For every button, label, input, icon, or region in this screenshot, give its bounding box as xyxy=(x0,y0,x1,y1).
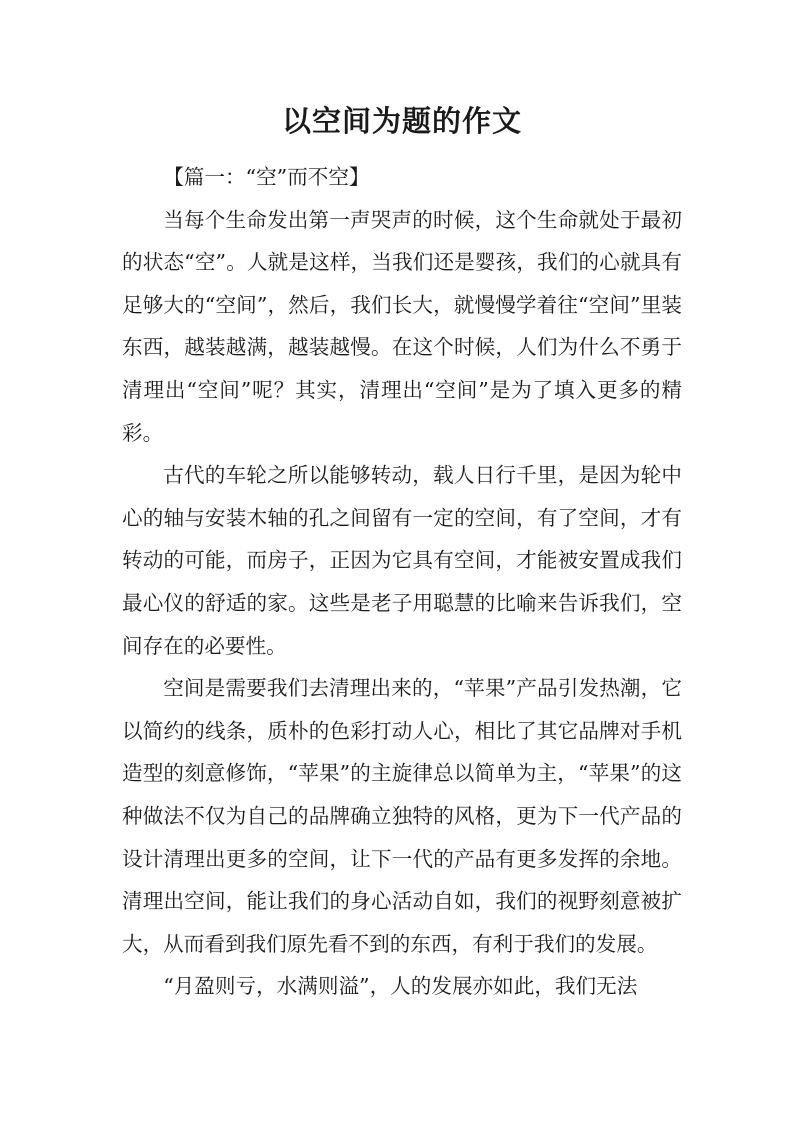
section-heading: 【篇一：“空”而不空】 xyxy=(163,165,370,189)
paragraph-4: “月盈则亏，水满则溢”，人的发展亦如此，我们无法 xyxy=(163,974,638,999)
paragraph-1: 当每个生命发出第一声哭声的时候，这个生命就处于最初的状态“空”。人就是这样，当我们还是婴孩，我们的心就具有足够大的“空间”，然后，我们长大，就慢慢学着往“空间”里装东西，越装越满，越装越慢。在这个时候，人们为什么不勇于清理出“空间”呢？其实，清理出“空间”是为了填入更多的精彩。 xyxy=(122,207,682,445)
document-page xyxy=(122,92,682,1008)
paragraph-3: 空间是需要我们去清理出来的，“苹果”产品引发热潮，它以简约的线条，质朴的色彩打动人心，相比了其它品牌对手机造型的刻意修饰，“苹果”的主旋律总以简单为主，“苹果”的这种做法不仅为自己的品牌确立独特的风格，更为下一代产品的设计清理出更多的空间，让下一代的产品有更多发挥的余地。清理出空间，能让我们的身心活动自如，我们的视野刻意被扩大，从而看到我们原先看不到的东西，有利于我们的发展。 xyxy=(122,676,682,956)
paragraph-2: 古代的车轮之所以能够转动，载人日行千里，是因为轮中心的轴与安装木轴的孔之间留有一定的空间，有了空间，才有转动的可能，而房子，正因为它具有空间，才能被安置成我们最心仪的舒适的家。这些是老子用聪慧的比喻来告诉我们，空间存在的必要性。 xyxy=(122,463,682,658)
document-title: 以空间为题的作文 xyxy=(281,104,522,138)
